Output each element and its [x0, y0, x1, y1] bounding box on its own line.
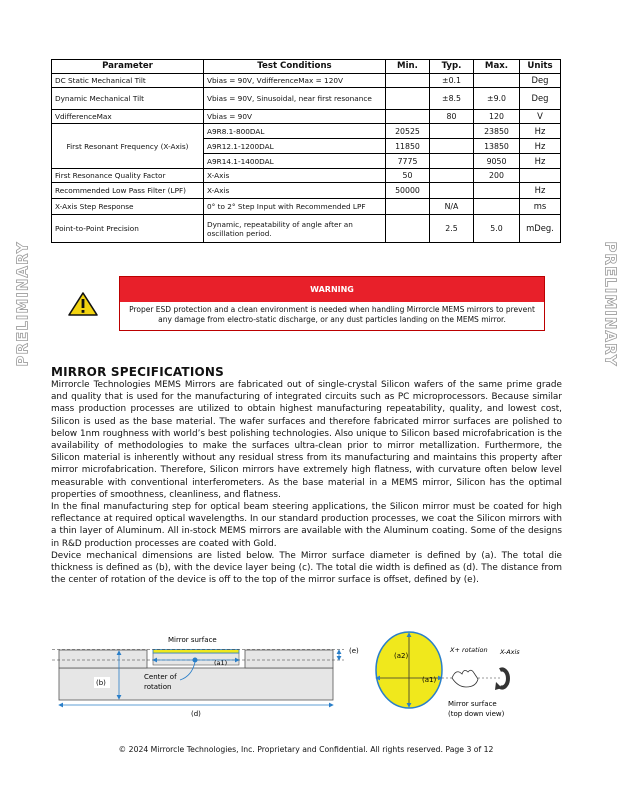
label-center-line2: rotation: [144, 683, 172, 691]
warning-box: [119, 276, 545, 331]
cell-parameter: VdifferenceMax: [52, 110, 204, 124]
cell-units: Deg: [520, 74, 561, 88]
label-top-view-line2: (top down view): [448, 710, 505, 718]
cell-parameter: DC Static Mechanical Tilt: [52, 74, 204, 88]
cell-conditions: A9R12.1-1200DAL: [204, 139, 386, 154]
cell-typ: [430, 169, 474, 183]
table-row: [52, 88, 561, 110]
cell-units: Hz: [520, 183, 561, 199]
cell-min: 50: [386, 169, 430, 183]
warning-triangle-icon: [68, 292, 98, 316]
cross-section-diagram: [52, 632, 364, 722]
label-top-view-line1: Mirror surface: [448, 700, 497, 708]
cell-units: V: [520, 110, 561, 124]
cell-typ: ±8.5: [430, 88, 474, 110]
cell-typ: [430, 139, 474, 154]
cell-units: Hz: [520, 124, 561, 139]
header-units: Units: [520, 60, 561, 74]
header-max: Max.: [474, 60, 520, 74]
rotation-arrow-icon: [500, 670, 508, 688]
cell-parameter: Recommended Low Pass Filter (LPF): [52, 183, 204, 199]
cell-parameter: First Resonant Frequency (X-Axis): [52, 124, 204, 169]
cell-conditions: X-Axis: [204, 183, 386, 199]
warning-text: Proper ESD protection and a clean environment is needed when handling Mirrorcle MEMS mirrors to prevent any damage from electro-static discharge, or any dust particles landing on the MEMS mirror.: [129, 305, 535, 324]
cell-max: 5.0: [474, 215, 520, 243]
cell-parameter: Point-to-Point Precision: [52, 215, 204, 243]
cell-conditions: Dynamic, repeatability of angle after an oscillation period.: [204, 215, 386, 243]
paragraph: Mirrorcle Technologies MEMS Mirrors are fabricated out of single-crystal Silicon wafers of the same prime grade and quality that is used for the manufacturing of integrated circuits such as PC microprocessors. Because similar mass production processes are utilized to obtain highest manufacturing repeatability, quality, and lowest cost, Silicon is used as the base material. The wafer surfaces and therefore fabricated mirror surfaces are polished to below 1nm roughness with world’s best polishing technologies. Also unique to Silicon based microfabrication is the availability of methodologies to make the surfaces ultra-clean prior to mirror metallization. Furthermore, the Silicon material is inherently without any residual stress from its manufacturing and maintains this property after mirror microfabrication. Therefore, Silicon mirrors have extremely high flatness, with curvature often below level measurable with conventional interferometers. As the base material in a MEMS mirror, Silicon has the optimal properties of smoothness, cleanliness, and flatness.: [51, 380, 562, 500]
cell-min: [386, 215, 430, 243]
cell-max: 200: [474, 169, 520, 183]
cell-max: 13850: [474, 139, 520, 154]
cell-conditions: A9R14.1-1400DAL: [204, 154, 386, 169]
table-row: [52, 169, 561, 183]
section-body: [51, 379, 562, 586]
cell-max: 120: [474, 110, 520, 124]
cell-units: Deg: [520, 88, 561, 110]
cell-typ: 2.5: [430, 215, 474, 243]
cell-min: [386, 110, 430, 124]
table-row: [52, 183, 561, 199]
cell-parameter: X-Axis Step Response: [52, 199, 204, 215]
cell-conditions: X-Axis: [204, 169, 386, 183]
label-a2: (a2): [394, 652, 409, 660]
hand-icon: [452, 670, 478, 687]
cell-parameter: Dynamic Mechanical Tilt: [52, 88, 204, 110]
table-row: [52, 215, 561, 243]
cell-typ: [430, 183, 474, 199]
table-row: [52, 110, 561, 124]
cell-typ: [430, 124, 474, 139]
preliminary-watermark-left: PRELIMINARY: [13, 241, 32, 367]
label-mirror-surface: Mirror surface: [168, 636, 217, 644]
cell-conditions: A9R8.1-800DAL: [204, 124, 386, 139]
center-of-rotation-dot: [193, 658, 198, 663]
header-parameter: Parameter: [52, 60, 204, 74]
cell-min: 7775: [386, 154, 430, 169]
device-layer-right: [245, 650, 333, 668]
cell-max: 9050: [474, 154, 520, 169]
cell-units: ms: [520, 199, 561, 215]
cell-conditions: 0° to 2° Step Input with Recommended LPF: [204, 199, 386, 215]
cell-max: [474, 199, 520, 215]
mirror-coating: [153, 650, 239, 654]
cell-max: [474, 183, 520, 199]
label-b: (b): [96, 679, 106, 687]
preliminary-watermark-right: PRELIMINARY: [601, 241, 620, 367]
cell-max: ±9.0: [474, 88, 520, 110]
table-row: [52, 124, 561, 139]
cell-min: [386, 74, 430, 88]
label-d: (d): [191, 710, 201, 718]
cell-units: Hz: [520, 139, 561, 154]
label-a1-top: (a1): [422, 676, 437, 684]
cell-min: [386, 199, 430, 215]
header-test-conditions: Test Conditions: [204, 60, 386, 74]
cell-units: Hz: [520, 154, 561, 169]
label-center-line1: Center of: [144, 673, 177, 681]
warning-title: WARNING: [120, 277, 544, 302]
specifications-table: [51, 59, 561, 243]
cell-conditions: Vbias = 90V, VdifferenceMax = 120V: [204, 74, 386, 88]
header-min: Min.: [386, 60, 430, 74]
cell-conditions: Vbias = 90V, Sinusoidal, near first resonance: [204, 88, 386, 110]
cell-typ: N/A: [430, 199, 474, 215]
cell-conditions: Vbias = 90V: [204, 110, 386, 124]
header-typ: Typ.: [430, 60, 474, 74]
paragraph: In the final manufacturing step for optical beam steering applications, the Silicon mirror must be coated for high reflectance at required optical wavelengths. In our standard production processes, we coat the Silicon mirrors with a thin layer of Aluminum. All in-stock MEMS mirrors are available with the Aluminum coating. Some of the designs in R&D production processes are coated with Gold.: [51, 502, 562, 549]
label-x-axis: X-Axis: [500, 648, 520, 656]
cell-typ: [430, 154, 474, 169]
label-a1: (a1): [214, 659, 228, 667]
device-layer-left: [59, 650, 147, 668]
table-row: [52, 74, 561, 88]
top-view-diagram: [368, 630, 538, 725]
cell-units: mDeg.: [520, 215, 561, 243]
cell-min: 11850: [386, 139, 430, 154]
table-row: [52, 199, 561, 215]
cell-units: [520, 169, 561, 183]
cell-max: [474, 74, 520, 88]
label-x-rotation: X+ rotation: [450, 646, 488, 654]
section-title: MIRROR SPECIFICATIONS: [51, 365, 224, 379]
table-header-row: [52, 60, 561, 74]
page-footer: © 2024 Mirrorcle Technologies, Inc. Proprietary and Confidential. All rights reserved. Page 3 of 12: [118, 745, 494, 754]
label-e: (e): [349, 647, 359, 655]
cell-parameter: First Resonance Quality Factor: [52, 169, 204, 183]
cell-min: 20525: [386, 124, 430, 139]
cell-typ: 80: [430, 110, 474, 124]
cell-typ: ±0.1: [430, 74, 474, 88]
paragraph: Device mechanical dimensions are listed below. The Mirror surface diameter is defined by (a). The total die thickness is defined as (b), with the device layer being (c). The total die width is defined as (d). The distance from the center of rotation of the device is off to the top of the mirror surface is offset, defined by (e).: [51, 550, 562, 586]
cell-min: 50000: [386, 183, 430, 199]
cell-min: [386, 88, 430, 110]
cell-max: 23850: [474, 124, 520, 139]
